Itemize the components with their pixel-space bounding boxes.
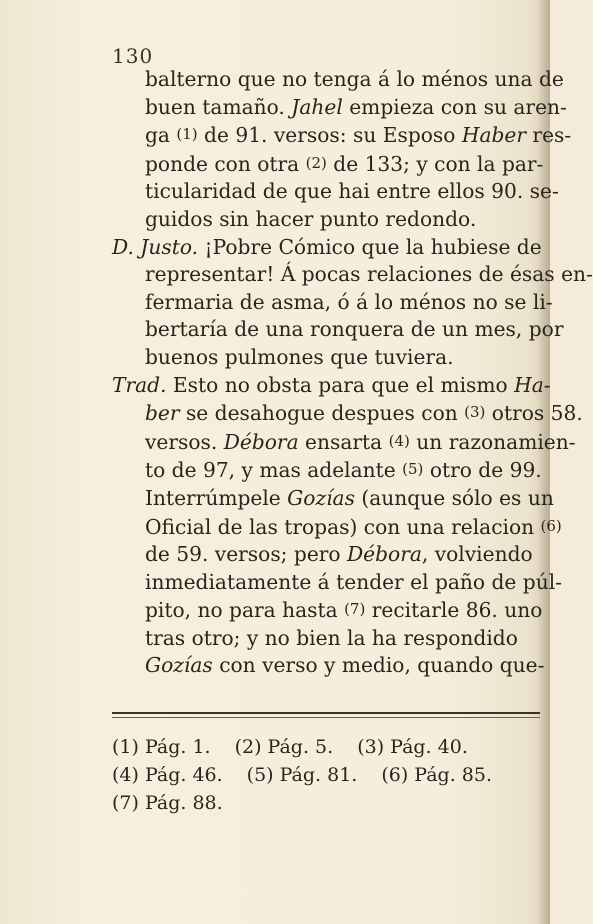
- footnote: (1) Pág. 1.: [112, 736, 211, 758]
- text-line: [112, 652, 545, 680]
- italic-text: ber: [145, 401, 180, 426]
- page-number: 130: [112, 44, 154, 68]
- line-text: con verso y medio, quando que-: [212, 653, 545, 678]
- footnote: (6) Pág. 85.: [381, 764, 493, 786]
- footnote: (5) Pág. 81.: [246, 764, 358, 786]
- line-text: ponde con otra: [145, 151, 306, 176]
- line-text: de 59. versos; pero: [145, 542, 347, 567]
- line-text: , volviendo: [421, 542, 533, 567]
- footnote-row: [112, 761, 542, 789]
- speaker-line: [112, 234, 542, 262]
- line-text: otro de 99.: [423, 458, 542, 483]
- line-text: bertaría de una ronquera de un mes, por: [145, 317, 564, 342]
- line-text: inmediatamente á tender el paño de púl-: [145, 569, 562, 594]
- line-text: se desahogue despues con: [179, 401, 465, 426]
- line-text: buen tamaño.: [145, 94, 292, 119]
- footnote: (3) Pág. 40.: [357, 736, 468, 758]
- italic-text: Débora: [347, 542, 422, 567]
- line-text: (aunque sólo es un: [354, 485, 554, 510]
- text-line: [112, 66, 564, 94]
- text-line: [112, 261, 593, 289]
- text-line: [112, 428, 576, 457]
- line-text: buenos pulmones que tuviera.: [145, 344, 454, 369]
- italic-text: Ha-: [514, 372, 551, 397]
- text-line: [112, 625, 538, 653]
- text-line: [112, 121, 572, 150]
- text-line: [112, 94, 567, 122]
- footnote-marker: (5): [402, 460, 424, 479]
- line-text: tras otro; y no bien la ha respondido: [145, 625, 518, 650]
- text-line: [112, 289, 553, 317]
- italic-text: Gozías: [287, 485, 355, 510]
- footnote-marker: (6): [540, 516, 562, 535]
- line-text: guidos sin hacer punto redondo.: [145, 206, 477, 231]
- italic-text: Gozías: [145, 653, 213, 678]
- speaker-line: [112, 372, 551, 400]
- text-line: [112, 206, 538, 234]
- italic-text: Débora: [223, 429, 299, 454]
- footnote: (7) Pág. 88.: [112, 792, 223, 814]
- text-line: [112, 399, 583, 428]
- line-text: balterno que no tenga á lo ménos una de: [145, 67, 564, 91]
- footnote-marker: (2): [305, 153, 327, 172]
- text-line: [112, 541, 538, 569]
- line-text: pito, no para hasta: [145, 598, 345, 623]
- line-text: fermaria de asma, ó á lo ménos no se li-: [145, 289, 553, 314]
- line-text: to de 97, y mas adelante: [145, 458, 403, 483]
- text-line: [112, 569, 562, 597]
- line-text: versos.: [145, 429, 224, 454]
- body-text: [112, 66, 593, 680]
- line-text: ensarta: [298, 429, 389, 454]
- footnote-row: [112, 733, 542, 761]
- footnote-rule: [112, 712, 540, 718]
- line-text: Interrúmpele: [145, 485, 288, 510]
- footnote-marker: (7): [344, 600, 366, 619]
- footnote-marker: (4): [388, 431, 410, 450]
- text-line: [112, 178, 559, 206]
- footnote-marker: (1): [176, 125, 198, 144]
- footnotes: [112, 733, 542, 817]
- text-line: [112, 344, 538, 372]
- footnote: (4) Pág. 46.: [112, 764, 223, 786]
- text-line: [112, 316, 564, 344]
- line-text: recitarle 86. uno: [365, 598, 543, 623]
- line-text: ticularidad de que hai entre ellos 90. se-: [145, 179, 559, 204]
- text-line: [112, 485, 554, 513]
- text-line: [112, 150, 544, 179]
- line-text: de 91. versos: su Esposo: [197, 123, 462, 148]
- italic-text: Haber: [461, 123, 527, 148]
- footnote-row: [112, 789, 542, 817]
- italic-text: Trad.: [112, 372, 167, 397]
- line-text: un razonamien-: [409, 429, 576, 454]
- italic-text: Jahel: [291, 94, 343, 119]
- line-text: empieza con su aren-: [342, 94, 567, 119]
- line-text: de 133; y con la par-: [326, 151, 544, 176]
- text-line: [112, 596, 543, 625]
- line-text: res-: [526, 123, 572, 148]
- footnote: (2) Pág. 5.: [234, 736, 334, 758]
- line-text: otros 58.: [485, 401, 583, 426]
- text-line: [112, 456, 542, 485]
- text-line: [112, 513, 562, 542]
- line-text: ¡Pobre Cómico que la hubiese de: [198, 234, 542, 259]
- footnote-marker: (3): [464, 403, 486, 422]
- line-text: representar! Á pocas relaciones de ésas en-: [145, 262, 593, 287]
- line-text: Esto no obsta para que el mismo: [166, 372, 515, 397]
- italic-text: D. Justo.: [112, 234, 199, 259]
- line-text: Oficial de las tropas) con una relacion: [145, 514, 541, 539]
- line-text: ga: [145, 123, 177, 148]
